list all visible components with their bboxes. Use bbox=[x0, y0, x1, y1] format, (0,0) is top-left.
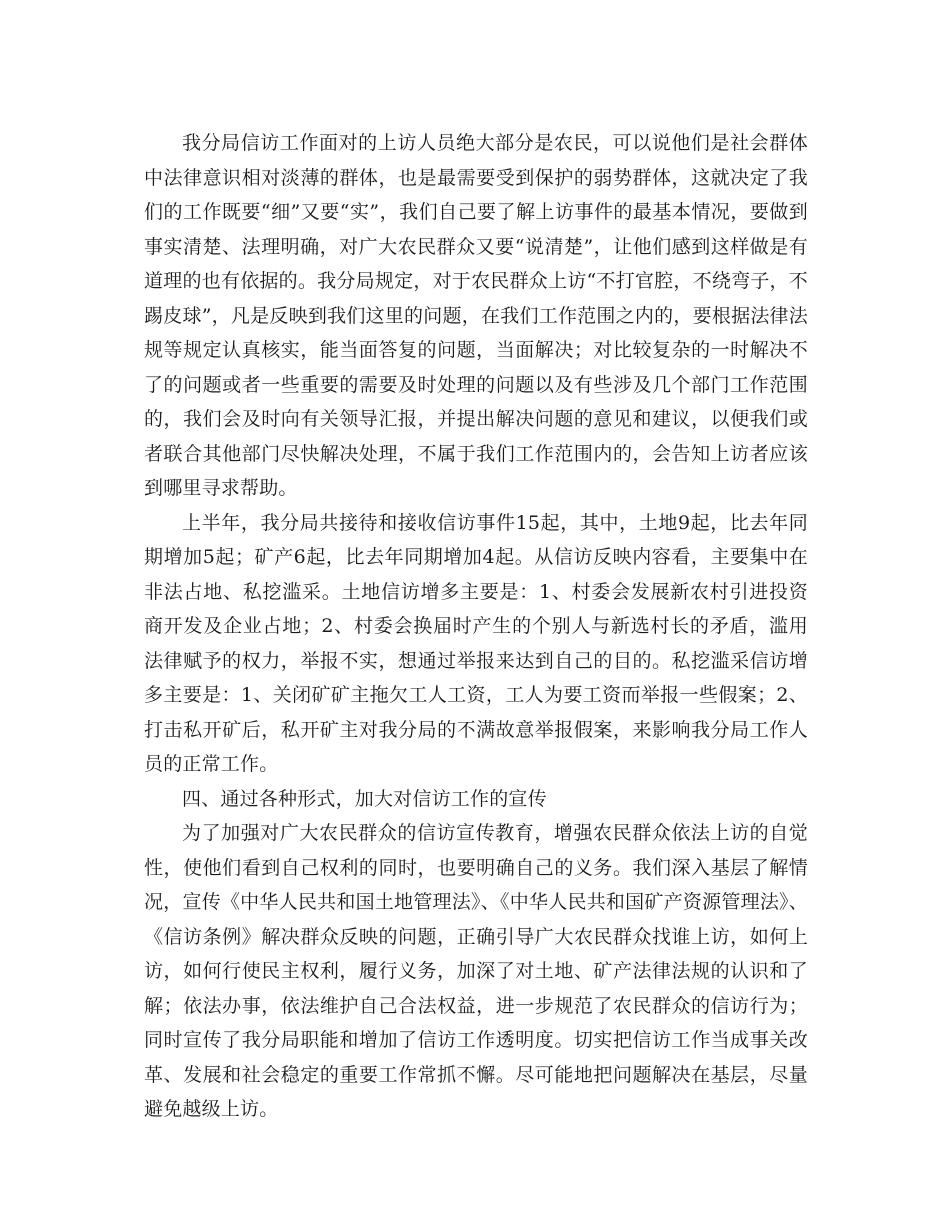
section-heading-publicity: 四、通过各种形式，加大对信访工作的宣传 bbox=[182, 787, 547, 810]
paragraph-publicity-education: 为了加强对广大农民群众的信访宣传教育，增强农民群众依法上访的自觉性，使他们看到自己权利的同时，也要明确自己的义务。我们深入基层了解情况，宣传《中华人民共和国土地管理法》、《中华人民共和国矿产资源管理法》、《信访条例》解决群众反映的问题，正确引导广大农民群众找谁上访，如何上访，如何行使民主权利，履行义务，加深了对土地、矿产法律法规的认识和了解；依法办事，依法维护自己合法权益，进一步规范了农民群众的信访行为；同时宣传了我分局职能和增加了信访工作透明度。切实把信访工作当成事关改革、发展和社会稳定的重要工作常抓不懈。尽可能地把问题解决在基层，尽量避免越级上访。 bbox=[144, 822, 808, 1120]
document-body bbox=[144, 126, 808, 1127]
paragraph-half-year-statistics: 上半年，我分局共接待和接收信访事件15起，其中，土地9起，比去年同期增加5起；矿产6起，比去年同期增加4起。从信访反映内容看，主要集中在非法占地、私挖滥采。土地信访增多主要是：1、村委会发展新农村引进投资商开发及企业占地；2、村委会换届时产生的个别人与新选村长的矛盾，滥用法律赋予的权力，举报不实，想通过举报来达到自己的目的。私挖滥采信访增多主要是：1、关闭矿矿主拖欠工人工资，工人为要工资而举报一些假案；2、打击私开矿后，私开矿主对我分局的不满故意举报假案，来影响我分局工作人员的正常工作。 bbox=[144, 511, 808, 775]
paragraph-petition-approach: 我分局信访工作面对的上访人员绝大部分是农民，可以说他们是社会群体中法律意识相对淡薄的群体，也是最需要受到保护的弱势群体，这就决定了我们的工作既要“细”又要“实”，我们自己要了解上访事件的最基本情况，要做到事实清楚、法理明确，对广大农民群众又要“说清楚”，让他们感到这样做是有道理的也有依据的。我分局规定，对于农民群众上访“不打官腔，不绕弯子，不踢皮球”，凡是反映到我们这里的问题，在我们工作范围之内的，要根据法律法规等规定认真核实，能当面答复的问题，当面解决；对比较复杂的一时解决不了的问题或者一些重要的需要及时处理的问题以及有些涉及几个部门工作范围的，我们会及时向有关领导汇报，并提出解决问题的意见和建议，以便我们或者联合其他部门尽快解决处理，不属于我们工作范围内的，会告知上访者应该到哪里寻求帮助。 bbox=[144, 132, 808, 499]
